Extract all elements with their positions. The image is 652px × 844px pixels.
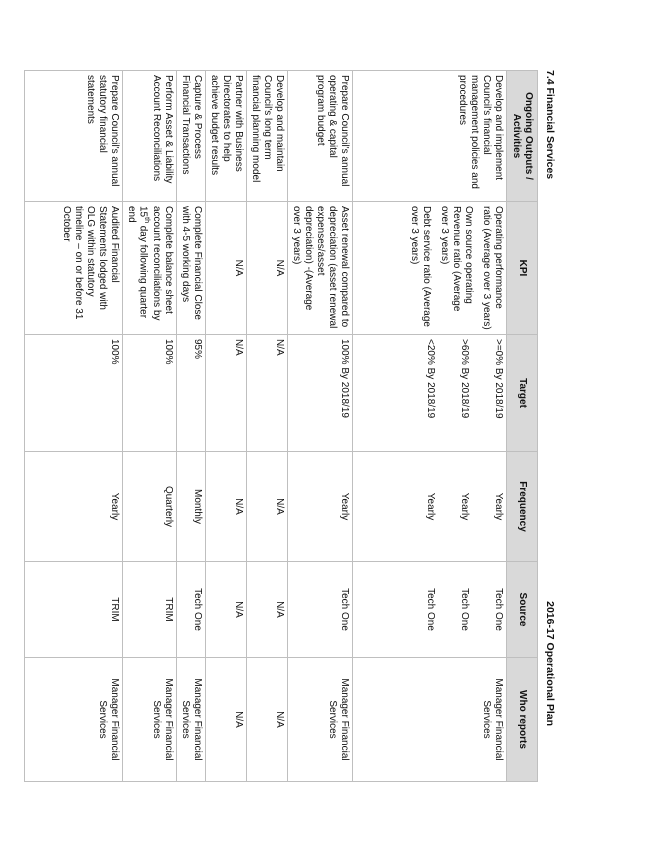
kpi-cell: Audited Financial Statements lodged with OLG within statutory timeline – on or before 31 October	[24, 202, 122, 335]
activity-cell: Develop and maintain Council's long term financial planning model	[247, 71, 288, 202]
target-text: <20% By 2018/19	[425, 339, 436, 419]
column-header-activities: Ongoing Outputs / Activities	[507, 71, 538, 202]
kpi-text-start: Complete balance sheet account reconciliations by 15	[137, 206, 174, 321]
kpi-cell: Asset renewal compared to depreciation (asset renewal expenses/asset depreciation) -(Average over 3 years)	[288, 202, 353, 335]
who-reports-cell: Manager Financial Services	[177, 658, 206, 782]
table-header-row	[507, 71, 538, 782]
frequency-text: Yearly	[493, 492, 504, 521]
frequency-cell: N/A	[206, 452, 247, 562]
column-header-source: Source	[507, 562, 538, 658]
activity-cell: Prepare Council's annual operating & capital program budget	[288, 71, 353, 202]
who-reports-cell: N/A	[247, 658, 288, 782]
frequency-text: Yearly	[425, 492, 436, 521]
target-cell: N/A	[206, 335, 247, 452]
table-row	[122, 71, 176, 782]
target-cell	[353, 335, 507, 452]
table-row	[288, 71, 353, 782]
source-cell	[353, 562, 507, 658]
kpi-cell: Complete Financial Close with 4-5 working days	[177, 202, 206, 335]
target-text: >=0% By 2018/19	[493, 339, 504, 419]
kpi-cell	[353, 202, 507, 335]
source-cell: N/A	[206, 562, 247, 658]
activity-cell: Develop and implement Council's financial management policies and procedures	[353, 71, 507, 202]
source-cell: N/A	[247, 562, 288, 658]
table-row	[353, 71, 507, 782]
frequency-cell	[353, 452, 507, 562]
target-cell: N/A	[247, 335, 288, 452]
activity-cell: Capture & Process Financial Transactions	[177, 71, 206, 202]
frequency-cell: N/A	[247, 452, 288, 562]
kpi-text: Operating performance ratio (Average over 3 years)	[481, 206, 504, 330]
kpi-cell: N/A	[206, 202, 247, 335]
target-cell: 100% By 2018/19	[288, 335, 353, 452]
frequency-text: Yearly	[459, 492, 470, 521]
table-row	[247, 71, 288, 782]
target-text: >60% By 2018/19	[459, 339, 470, 419]
frequency-cell: Yearly	[24, 452, 122, 562]
source-cell: TRIM	[122, 562, 176, 658]
column-header-target: Target	[507, 335, 538, 452]
source-text: Tech One	[425, 588, 436, 631]
column-header-kpi: KPI	[507, 202, 538, 335]
operational-plan-table	[24, 70, 538, 782]
source-cell: Tech One	[177, 562, 206, 658]
who-reports-cell: N/A	[206, 658, 247, 782]
kpi-ordinal-suffix: th	[143, 217, 150, 223]
kpi-cell	[122, 202, 176, 335]
table-row	[24, 71, 122, 782]
table-row	[206, 71, 247, 782]
source-text: Tech One	[459, 588, 470, 631]
column-header-who-reports: Who reports	[507, 658, 538, 782]
who-reports-cell: Manager Financial Services	[24, 658, 122, 782]
activity-cell: Perform Asset & Liability Account Reconciliations	[122, 71, 176, 202]
plan-title: 2016-17 Operational Plan	[544, 601, 556, 726]
kpi-text-end: day following quarter end	[125, 206, 149, 319]
column-header-frequency: Frequency	[507, 452, 538, 562]
target-cell: 95%	[177, 335, 206, 452]
frequency-cell: Yearly	[288, 452, 353, 562]
kpi-text: Own source operating Revenue ratio (Average over 3 years)	[439, 206, 474, 312]
frequency-cell: Quarterly	[122, 452, 176, 562]
activity-cell: Partner with Business Directorates to help achieve budget results	[206, 71, 247, 202]
target-cell: 100%	[24, 335, 122, 452]
kpi-cell: N/A	[247, 202, 288, 335]
frequency-cell: Monthly	[177, 452, 206, 562]
target-cell: 100%	[122, 335, 176, 452]
table-row	[177, 71, 206, 782]
kpi-text: Debt service ratio (Average over 3 years)	[409, 206, 432, 327]
source-text: Tech One	[493, 588, 504, 631]
source-cell: TRIM	[24, 562, 122, 658]
who-reports-cell: Manager Financial Services	[288, 658, 353, 782]
section-title: 7.4 Financial Services	[544, 70, 556, 180]
source-cell: Tech One	[288, 562, 353, 658]
activity-cell: Prepare Council's annual statutory financial statements	[24, 71, 122, 202]
who-reports-cell: Manager Financial Services	[122, 658, 176, 782]
who-reports-cell: Manager Financial Services	[353, 658, 507, 782]
